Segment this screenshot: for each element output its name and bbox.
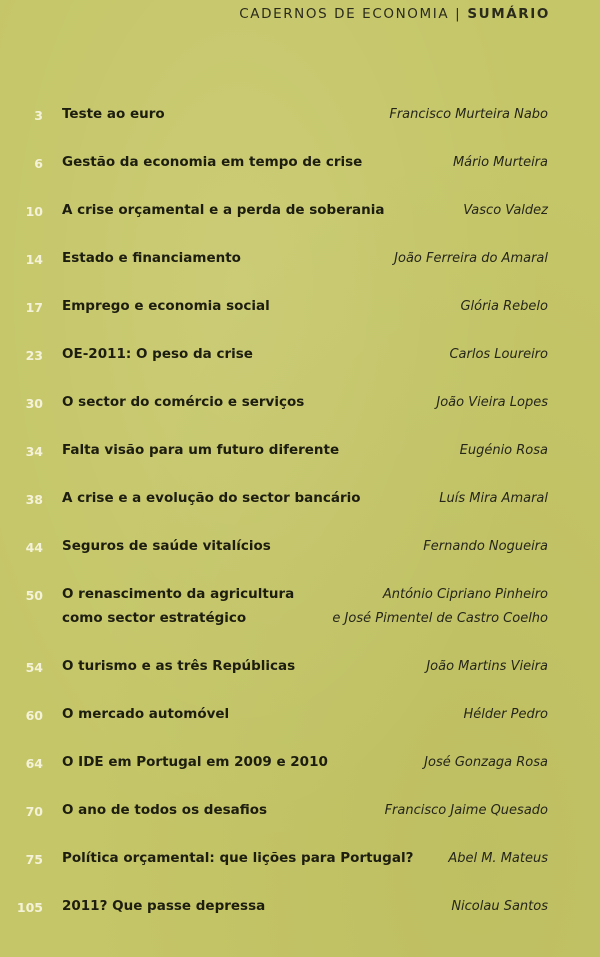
page-number: 14 bbox=[25, 252, 43, 267]
article-author-line: Eugénio Rosa bbox=[459, 443, 548, 458]
article-author-line: João Ferreira do Amaral bbox=[394, 251, 548, 266]
article-title-line: OE-2011: O peso da crise bbox=[62, 346, 253, 362]
article-title bbox=[62, 702, 229, 726]
page-number: 44 bbox=[25, 540, 43, 555]
article-title-line: O IDE em Portugal em 2009 e 2010 bbox=[62, 754, 328, 770]
article-title-line: Gestão da economia em tempo de crise bbox=[62, 154, 363, 170]
article-title bbox=[62, 246, 241, 270]
article-author bbox=[423, 535, 548, 559]
article-title-line: A crise e a evolução do sector bancário bbox=[62, 490, 361, 506]
article-author-line: Luís Mira Amaral bbox=[439, 491, 548, 506]
article-title bbox=[62, 390, 304, 414]
article-author bbox=[332, 583, 548, 631]
article-title bbox=[62, 102, 165, 126]
article-author-line: Abel M. Mateus bbox=[448, 851, 548, 866]
article-author bbox=[464, 703, 549, 727]
article-title bbox=[62, 846, 413, 870]
article-author bbox=[394, 247, 548, 271]
article-title-line: O ano de todos os desafios bbox=[62, 802, 268, 818]
article-author-line: António Cipriano Pinheiro bbox=[382, 587, 548, 602]
article-title bbox=[62, 342, 253, 366]
page-number: 64 bbox=[25, 756, 43, 771]
article-author-line: José Gonzaga Rosa bbox=[424, 755, 548, 770]
article-title-line: Seguros de saúde vitalícios bbox=[62, 538, 271, 554]
page-number: 34 bbox=[25, 444, 43, 459]
article-author bbox=[424, 751, 548, 775]
article-author bbox=[453, 151, 548, 175]
article-author-line: Vasco Valdez bbox=[463, 203, 548, 218]
article-author-line: Francisco Jaime Quesado bbox=[384, 803, 548, 818]
article-author-line: Fernando Nogueira bbox=[423, 539, 548, 554]
article-title bbox=[62, 654, 295, 678]
article-author-line: Nicolau Santos bbox=[451, 899, 548, 914]
page-number: 60 bbox=[25, 708, 43, 723]
article-title-line: Estado e financiamento bbox=[62, 250, 241, 266]
article-title-line: Emprego e economia social bbox=[62, 298, 270, 314]
article-title bbox=[62, 486, 361, 510]
article-author bbox=[448, 847, 548, 871]
article-title bbox=[62, 150, 362, 174]
page-number: 30 bbox=[25, 396, 43, 411]
article-title-line: Teste ao euro bbox=[62, 106, 165, 122]
article-author bbox=[451, 895, 548, 919]
article-author-line: João Martins Vieira bbox=[426, 659, 548, 674]
article-title-line: O mercado automóvel bbox=[62, 706, 230, 722]
article-author-line: Carlos Loureiro bbox=[449, 347, 548, 362]
article-title-line: O renascimento da agricultura bbox=[62, 586, 295, 602]
article-title bbox=[62, 582, 294, 630]
header-separator: | bbox=[455, 6, 462, 22]
article-title-line: como sector estratégico bbox=[62, 610, 247, 626]
page-number: 17 bbox=[25, 300, 43, 315]
article-author-line: e José Pimentel de Castro Coelho bbox=[332, 611, 548, 626]
page-number: 105 bbox=[16, 900, 43, 915]
article-author-line: Glória Rebelo bbox=[460, 299, 548, 314]
article-author bbox=[460, 439, 548, 463]
article-title bbox=[62, 438, 339, 462]
page-number: 75 bbox=[25, 852, 43, 867]
article-title-line: O turismo e as três Repúblicas bbox=[62, 658, 296, 674]
article-author-line: Hélder Pedro bbox=[463, 707, 548, 722]
article-title bbox=[62, 534, 271, 558]
article-title-line: O sector do comércio e serviços bbox=[62, 394, 305, 410]
page-number: 38 bbox=[25, 492, 43, 507]
article-author-line: Francisco Murteira Nabo bbox=[389, 107, 548, 122]
publication-name: CADERNOS DE ECONOMIA bbox=[239, 6, 450, 22]
article-title-line: A crise orçamental e a perda de soberania bbox=[62, 202, 385, 218]
page-number: 54 bbox=[25, 660, 43, 675]
article-author bbox=[449, 343, 548, 367]
article-title bbox=[62, 198, 384, 222]
article-author bbox=[460, 295, 548, 319]
running-header bbox=[239, 6, 550, 22]
article-title bbox=[62, 894, 265, 918]
article-title bbox=[62, 750, 328, 774]
article-author-line: João Vieira Lopes bbox=[436, 395, 548, 410]
page-number: 6 bbox=[34, 156, 43, 171]
article-title-line: Falta visão para um futuro diferente bbox=[62, 442, 340, 458]
section-title: SUMÁRIO bbox=[467, 6, 550, 22]
article-author bbox=[436, 391, 548, 415]
article-title-line: Política orçamental: que lições para Portugal? bbox=[62, 850, 414, 866]
article-author-line: Mário Murteira bbox=[452, 155, 548, 170]
page-number: 70 bbox=[25, 804, 43, 819]
page-number: 3 bbox=[34, 108, 43, 123]
article-author bbox=[385, 799, 548, 823]
page-number: 23 bbox=[25, 348, 43, 363]
article-title bbox=[62, 798, 267, 822]
article-author bbox=[463, 199, 548, 223]
page-number: 50 bbox=[25, 588, 43, 603]
article-title bbox=[62, 294, 270, 318]
article-author bbox=[389, 103, 548, 127]
article-title-line: 2011? Que passe depressa bbox=[62, 898, 266, 914]
page-number: 10 bbox=[25, 204, 43, 219]
article-author bbox=[439, 487, 548, 511]
article-author bbox=[426, 655, 548, 679]
